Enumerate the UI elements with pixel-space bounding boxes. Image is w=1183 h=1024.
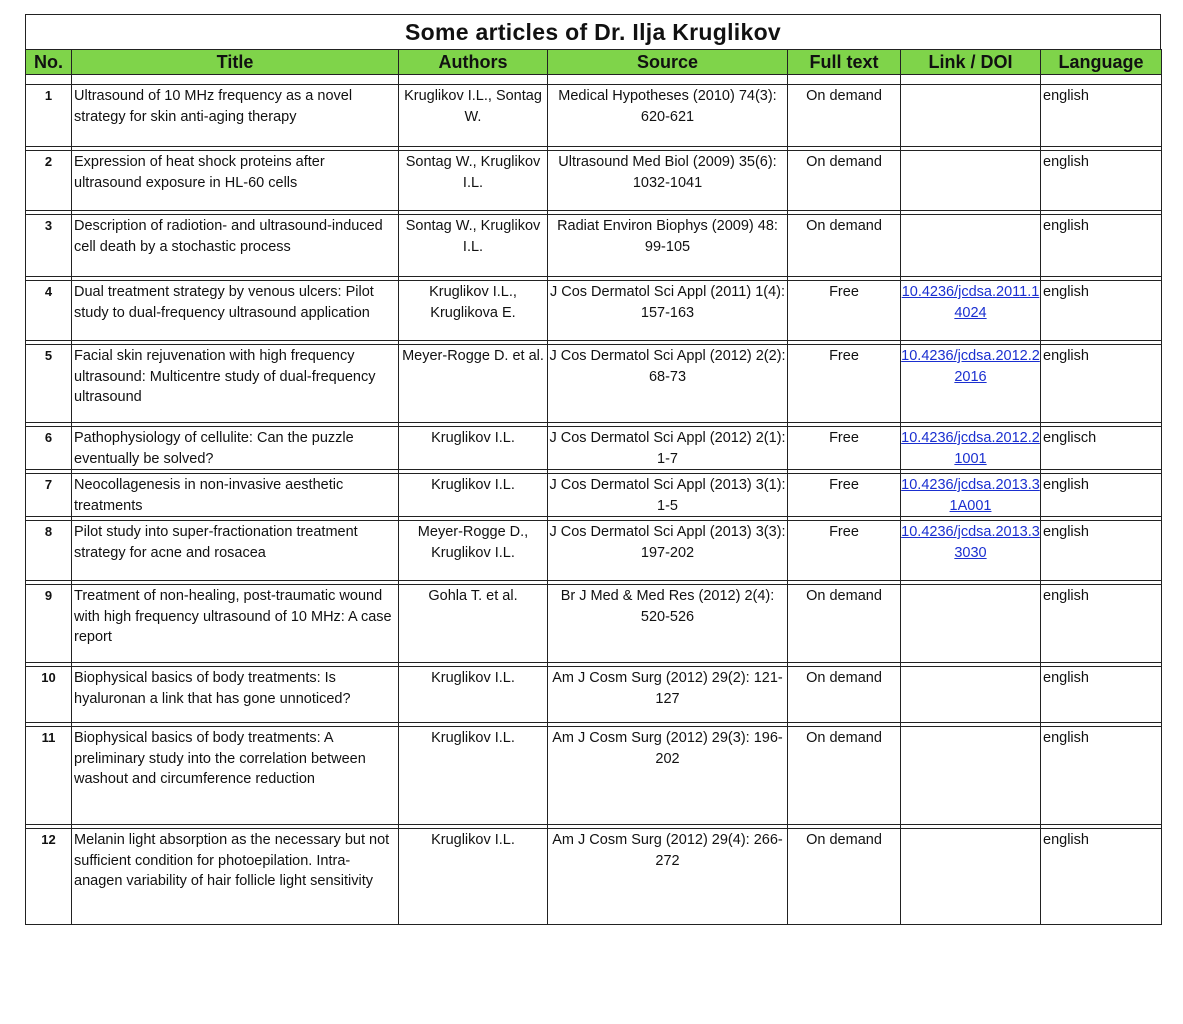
- header-authors: Authors: [399, 50, 548, 75]
- header-row: [26, 50, 1162, 75]
- row-number-cell: 6: [26, 427, 72, 470]
- table-row: [26, 727, 1162, 825]
- row-number-cell: 11: [26, 727, 72, 825]
- article-title-cell: Description of radiotion- and ultrasound-induced cell death by a stochastic process: [72, 215, 399, 277]
- doi-link-cell: [901, 345, 1041, 423]
- article-language-cell: english: [1041, 521, 1162, 581]
- article-title-cell: Treatment of non-healing, post-traumatic wound with high frequency ultrasound of 10 MHz: A case report: [72, 585, 399, 663]
- sheet-title: Some articles of Dr. Ilja Kruglikov: [25, 14, 1161, 49]
- header-title: Title: [72, 50, 399, 75]
- doi-link-cell: [901, 281, 1041, 341]
- full-text-status-cell: Free: [788, 345, 901, 423]
- article-title-cell: Melanin light absorption as the necessary but not sufficient condition for photoepilation. Intra-anagen variability of hair follicle light sensitivity: [72, 829, 399, 925]
- article-source-cell: Am J Cosm Surg (2012) 29(3): 196-202: [548, 727, 788, 825]
- article-source-cell: Br J Med & Med Res (2012) 2(4): 520-526: [548, 585, 788, 663]
- article-language-cell: english: [1041, 345, 1162, 423]
- article-authors-cell: Sontag W., Kruglikov I.L.: [399, 215, 548, 277]
- article-title-cell: Pathophysiology of cellulite: Can the puzzle eventually be solved?: [72, 427, 399, 470]
- table-row: [26, 85, 1162, 147]
- article-title-cell: Ultrasound of 10 MHz frequency as a novel strategy for skin anti-aging therapy: [72, 85, 399, 147]
- doi-link[interactable]: 10.4236/jcdsa.2013.31A001: [901, 477, 1040, 514]
- row-number-cell: 7: [26, 474, 72, 517]
- header-language: Language: [1041, 50, 1162, 75]
- table-row: [26, 585, 1162, 663]
- table-row: [26, 215, 1162, 277]
- full-text-status-cell: On demand: [788, 667, 901, 723]
- header-full-text: Full text: [788, 50, 901, 75]
- row-number-cell: 1: [26, 85, 72, 147]
- row-number-cell: 3: [26, 215, 72, 277]
- article-authors-cell: Kruglikov I.L., Sontag W.: [399, 85, 548, 147]
- article-source-cell: J Cos Dermatol Sci Appl (2011) 1(4): 157-163: [548, 281, 788, 341]
- header-link-doi: Link / DOI: [901, 50, 1041, 75]
- article-language-cell: english: [1041, 281, 1162, 341]
- doi-link-cell: [901, 667, 1041, 723]
- article-authors-cell: Kruglikov I.L.: [399, 829, 548, 925]
- article-source-cell: J Cos Dermatol Sci Appl (2012) 2(1): 1-7: [548, 427, 788, 470]
- article-authors-cell: Meyer-Rogge D., Kruglikov I.L.: [399, 521, 548, 581]
- full-text-status-cell: Free: [788, 281, 901, 341]
- row-spacer: [26, 75, 1162, 85]
- article-title-cell: Biophysical basics of body treatments: Is hyaluronan a link that has gone unnoticed?: [72, 667, 399, 723]
- article-language-cell: english: [1041, 829, 1162, 925]
- doi-link-cell: [901, 215, 1041, 277]
- article-source-cell: Am J Cosm Surg (2012) 29(4): 266-272: [548, 829, 788, 925]
- article-authors-cell: Kruglikov I.L.: [399, 727, 548, 825]
- articles-table: [25, 49, 1162, 925]
- doi-link[interactable]: 10.4236/jcdsa.2011.14024: [901, 284, 1040, 321]
- article-source-cell: J Cos Dermatol Sci Appl (2013) 3(3): 197-202: [548, 521, 788, 581]
- doi-link-cell: [901, 727, 1041, 825]
- doi-link[interactable]: 10.4236/jcdsa.2012.21001: [901, 430, 1040, 467]
- article-title-cell: Biophysical basics of body treatments: A preliminary study into the correlation between washout and circumference reduction: [72, 727, 399, 825]
- article-authors-cell: Meyer-Rogge D. et al.: [399, 345, 548, 423]
- row-number-cell: 8: [26, 521, 72, 581]
- full-text-status-cell: Free: [788, 474, 901, 517]
- table-row: [26, 829, 1162, 925]
- article-title-cell: Pilot study into super-fractionation treatment strategy for acne and rosacea: [72, 521, 399, 581]
- table-row: [26, 281, 1162, 341]
- table-row: [26, 474, 1162, 517]
- article-language-cell: english: [1041, 585, 1162, 663]
- article-title-cell: Dual treatment strategy by venous ulcers: Pilot study to dual-frequency ultrasound application: [72, 281, 399, 341]
- table-row: [26, 151, 1162, 211]
- article-source-cell: Radiat Environ Biophys (2009) 48: 99-105: [548, 215, 788, 277]
- article-authors-cell: Kruglikov I.L., Kruglikova E.: [399, 281, 548, 341]
- row-number-cell: 10: [26, 667, 72, 723]
- article-authors-cell: Kruglikov I.L.: [399, 474, 548, 517]
- row-number-cell: 2: [26, 151, 72, 211]
- article-language-cell: englisch: [1041, 427, 1162, 470]
- header-no: No.: [26, 50, 72, 75]
- doi-link-cell: [901, 585, 1041, 663]
- full-text-status-cell: On demand: [788, 151, 901, 211]
- table-row: [26, 427, 1162, 470]
- article-language-cell: english: [1041, 151, 1162, 211]
- full-text-status-cell: Free: [788, 427, 901, 470]
- article-source-cell: Am J Cosm Surg (2012) 29(2): 121-127: [548, 667, 788, 723]
- article-title-cell: Facial skin rejuvenation with high frequency ultrasound: Multicentre study of dual-frequency ultrasound: [72, 345, 399, 423]
- article-title-cell: Expression of heat shock proteins after ultrasound exposure in HL-60 cells: [72, 151, 399, 211]
- article-authors-cell: Gohla T. et al.: [399, 585, 548, 663]
- articles-sheet: [25, 14, 1161, 1024]
- article-authors-cell: Kruglikov I.L.: [399, 667, 548, 723]
- article-authors-cell: Sontag W., Kruglikov I.L.: [399, 151, 548, 211]
- doi-link[interactable]: 10.4236/jcdsa.2012.22016: [901, 348, 1040, 385]
- row-number-cell: 12: [26, 829, 72, 925]
- article-source-cell: Ultrasound Med Biol (2009) 35(6): 1032-1041: [548, 151, 788, 211]
- doi-link-cell: [901, 474, 1041, 517]
- doi-link-cell: [901, 85, 1041, 147]
- doi-link[interactable]: 10.4236/jcdsa.2013.33030: [901, 524, 1040, 561]
- full-text-status-cell: Free: [788, 521, 901, 581]
- article-language-cell: english: [1041, 85, 1162, 147]
- table-row: [26, 521, 1162, 581]
- full-text-status-cell: On demand: [788, 215, 901, 277]
- article-source-cell: Medical Hypotheses (2010) 74(3): 620-621: [548, 85, 788, 147]
- article-language-cell: english: [1041, 474, 1162, 517]
- article-source-cell: J Cos Dermatol Sci Appl (2013) 3(1): 1-5: [548, 474, 788, 517]
- article-title-cell: Neocollagenesis in non-invasive aesthetic treatments: [72, 474, 399, 517]
- full-text-status-cell: On demand: [788, 727, 901, 825]
- doi-link-cell: [901, 521, 1041, 581]
- article-source-cell: J Cos Dermatol Sci Appl (2012) 2(2): 68-73: [548, 345, 788, 423]
- doi-link-cell: [901, 427, 1041, 470]
- article-language-cell: english: [1041, 215, 1162, 277]
- row-number-cell: 4: [26, 281, 72, 341]
- article-language-cell: english: [1041, 727, 1162, 825]
- article-authors-cell: Kruglikov I.L.: [399, 427, 548, 470]
- doi-link-cell: [901, 829, 1041, 925]
- full-text-status-cell: On demand: [788, 829, 901, 925]
- full-text-status-cell: On demand: [788, 85, 901, 147]
- full-text-status-cell: On demand: [788, 585, 901, 663]
- row-number-cell: 9: [26, 585, 72, 663]
- article-language-cell: english: [1041, 667, 1162, 723]
- doi-link-cell: [901, 151, 1041, 211]
- row-number-cell: 5: [26, 345, 72, 423]
- header-source: Source: [548, 50, 788, 75]
- table-row: [26, 345, 1162, 423]
- table-row: [26, 667, 1162, 723]
